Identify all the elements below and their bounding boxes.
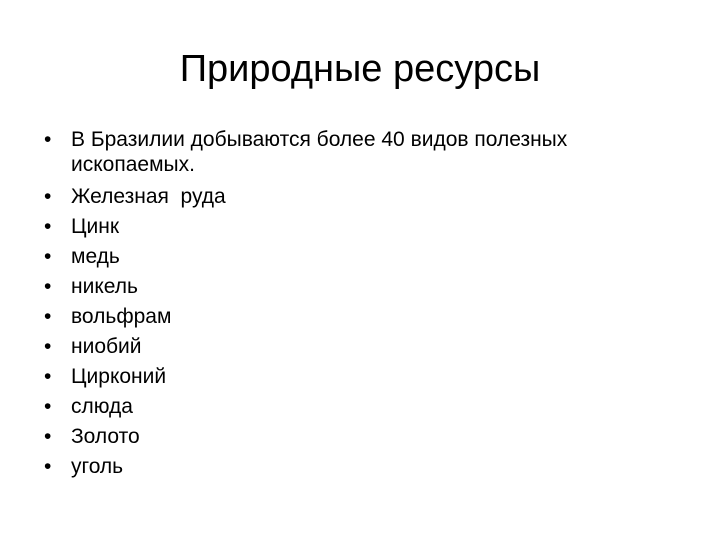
list-item-text: В Бразилии добываются более 40 видов полезных ископаемых.: [71, 128, 568, 176]
list-item-text: Железная руда: [71, 185, 226, 208]
list-item-text: ниобий: [71, 335, 142, 358]
list-item-text: медь: [71, 245, 120, 268]
bullet-list: [44, 127, 664, 482]
list-item-text: слюда: [71, 395, 133, 418]
list-item: [44, 422, 664, 452]
bullet-icon: •: [44, 425, 52, 448]
list-item: [44, 272, 664, 302]
bullet-icon: •: [44, 128, 52, 151]
bullet-icon: •: [44, 455, 52, 478]
bullet-icon: •: [44, 305, 52, 328]
list-item: [44, 127, 664, 182]
bullet-icon: •: [44, 185, 52, 208]
bullet-icon: •: [44, 335, 52, 358]
list-item-text: Цинк: [71, 215, 120, 238]
list-item: [44, 392, 664, 422]
list-item-text: уголь: [71, 455, 124, 478]
list-item: [44, 452, 664, 482]
bullet-icon: •: [44, 245, 52, 268]
list-item: [44, 212, 664, 242]
bullet-icon: •: [44, 275, 52, 298]
list-item-text: Цирконий: [71, 365, 167, 388]
list-item-text: Золото: [71, 425, 140, 448]
slide-title: Природные ресурсы: [179, 48, 541, 90]
list-item-text: никель: [71, 275, 138, 298]
list-item: [44, 242, 664, 272]
bullet-icon: •: [44, 215, 52, 238]
bullet-icon: •: [44, 395, 52, 418]
bullet-icon: •: [44, 365, 52, 388]
list-item: [44, 332, 664, 362]
list-item: [44, 362, 664, 392]
list-item-text: вольфрам: [71, 305, 172, 328]
list-item: [44, 182, 664, 212]
list-item: [44, 302, 664, 332]
